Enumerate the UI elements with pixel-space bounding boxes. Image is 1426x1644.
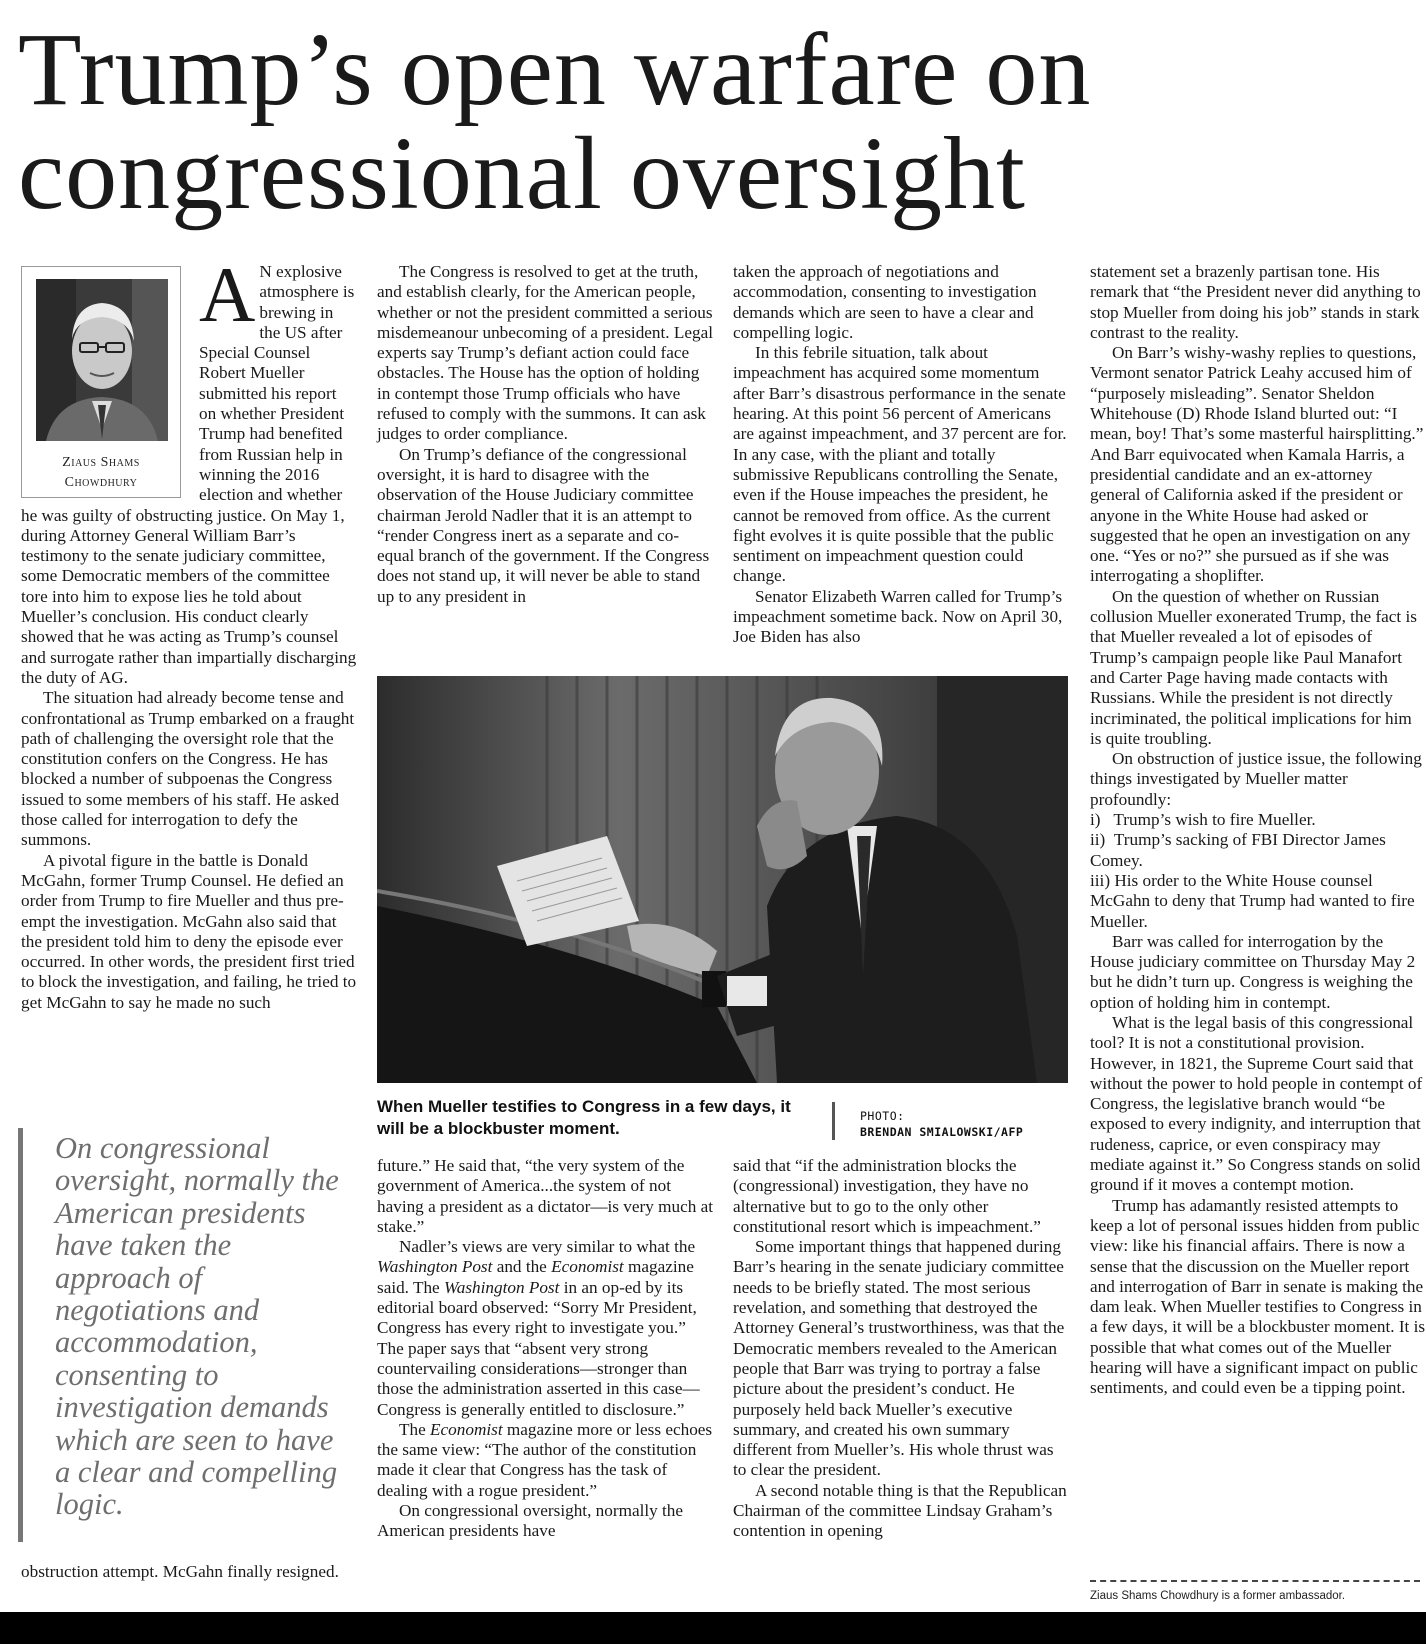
page-bottom-bar: [0, 1612, 1426, 1644]
article-paragraph: future.” He said that, “the very system of the government of America...the system of not having a president as a dictator—is very much at stake.”: [377, 1156, 714, 1236]
photo-credit-name: BRENDAN SMIALOWSKI/AFP: [860, 1125, 1024, 1139]
credit-divider: [832, 1102, 835, 1140]
article-paragraph: Some important things that happened during Barr’s hearing in the senate judiciary committee needs to be briefly stated. The most serious revelation, and something that destroyed the Attorney General’s trustworthiness, was that the Democratic members revealed to the American people that Barr was trying to portray a false picture about the president’s conduct. He purposely held back Mueller’s executive summary, and created his own summary different from Mueller’s. His whole thrust was to clear the president.: [733, 1237, 1065, 1480]
article-paragraph: Senator Elizabeth Warren called for Trump’s impeachment sometime back. Now on April 30, Joe Biden has also: [733, 586, 1063, 647]
article-paragraph: On Barr’s wishy-washy replies to questions, Vermont senator Patrick Leahy accused him of “purposely misleading”. Senator Sheldon Whitehouse (D) Rhode Island blurted out: “I mean, boy! That’s some masterful hairsplitting.” And Barr equivocated when Kamala Harris, a presidential candidate and an ex-attorney general of California asked if the president or anyone in the White House had asked or suggested that he open an investigation on any one. “Yes or no?” she pursued as if she was interrogating a shoplifter.: [1090, 343, 1424, 586]
list-item: iii) His order to the White House counsel McGahn to deny that Trump had wanted to fire Mueller.: [1090, 870, 1415, 931]
column-4: [1090, 262, 1426, 1399]
article-paragraph: statement set a brazenly partisan tone. His remark that “the President never did anything to stop Mueller from doing his job” stands in stark contrast to the reality.: [1090, 262, 1421, 342]
photo-caption: When Mueller testifies to Congress in a few days, it will be a blockbuster moment.: [377, 1097, 791, 1138]
headline: Trump’s open warfare on congressional oversight: [18, 12, 1092, 231]
article-paragraph: A N explosive atmosphere is brewing in the US after Special Counsel Robert Mueller submitted his report on whether President Trump had benefited from Russian help in winning the 2016 election and whether he was guilty of obstructing justice. On May 1, during Attorney General William Barr’s testimony to the senate judiciary committee, some Democratic members of the committee tore into him to expose lies he told about Mueller’s conclusion. His conduct clearly showed that he was acting as Trump’s counsel and surrogate rather than impartially discharging the duty of AG.: [21, 251, 357, 687]
mueller-photo-image: [377, 676, 1068, 1083]
article-paragraph: Trump has adamantly resisted attempts to keep a lot of personal issues hidden from public view: like his financial affairs. There is now a sense that the discussion on the Mueller report and interrogation of Barr in senate is making the dam leak. When Mueller testifies to Congress in a few days, it will be a blockbuster moment. It is possible that what comes out of the Mueller hearing will have a significant impact on public sentiments, and could even be a tipping point.: [1090, 1195, 1426, 1398]
author-name-line2: Chowdhury: [64, 475, 138, 490]
article-paragraph: A second notable thing is that the Republican Chairman of the committee Lindsay Graham’s contention in opening: [733, 1480, 1067, 1541]
article-paragraph: The Congress is resolved to get at the truth, and establish clearly, for the American people, whether or not the president committed a serious misdemeanour unbecoming of a president. Legal experts say Trump’s defiant action could face obstacles. The House has the option of holding in contempt those Trump officials who have refused to comply with the summons. It can ask judges to order compliance.: [377, 262, 714, 444]
article-paragraph: Nadler’s views are very similar to what the Washington Post and the Economist magazine said. The Washington Post in an op-ed by its editorial board observed: “Sorry Mr President, Congress has every right to investigate you.” The paper says that “absent very strong countervailing considerations—stronger than those the administration asserted in this case—Congress is generally entitled to disclosure.”: [377, 1237, 700, 1419]
article-paragraph: In this febrile situation, talk about impeachment has acquired some momentum after Barr’s disastrous performance in the senate hearing. At this point 56 percent of Americans are against impeachment, and 37 percent are for. In any case, with the pliant and totally submissive Republicans controlling the Senate, even if the House impeaches the president, he cannot be removed from office. As the current fight evolves it is quite possible that the public sentiment on impeachment question could change.: [733, 343, 1067, 586]
end-divider: [1090, 1580, 1420, 1582]
author-name-line1: Ziaus Shams: [62, 455, 140, 470]
photo-credit-label: PHOTO:: [860, 1109, 905, 1123]
column-1: [21, 251, 357, 1013]
author-bio: Ziaus Shams Chowdhury is a former ambassador.: [1090, 1590, 1346, 1602]
column-3-continued: [733, 1156, 1069, 1542]
article-paragraph: The situation had already become tense and confrontational as Trump embarked on a fraught path of challenging the oversight role that the constitution confers on the Congress. He has blocked a number of subpoenas the Congress issued to some members of his staff. He asked those called for interrogation to defy the summons.: [21, 688, 355, 850]
column-3: [733, 262, 1069, 648]
article-paragraph: On congressional oversight, normally the American presidents have: [377, 1501, 684, 1541]
article-paragraph: On obstruction of justice issue, the following things investigated by Mueller matter profoundly:: [1090, 749, 1422, 809]
article-photo: [377, 676, 1068, 1083]
drop-cap: A: [199, 251, 256, 338]
photo-credit: [860, 1108, 1023, 1140]
column-1-continued: [21, 1562, 357, 1582]
article-paragraph: obstruction attempt. McGahn finally resigned.: [21, 1562, 339, 1581]
article-paragraph: said that “if the administration blocks the (congressional) investigation, they have no alternative but to go to the only other constitutional resort which is impeachment.”: [733, 1156, 1041, 1236]
article-paragraph: On Trump’s defiance of the congressional oversight, it is hard to disagree with the observation of the House Judiciary committee chairman Jerold Nadler that it is an attempt to “render Congress inert as a separate and co-equal branch of the government. If the Congress does not stand up, it will never be able to stand up to any president in: [377, 444, 710, 606]
article-paragraph: A pivotal figure in the battle is Donald McGahn, former Trump Counsel. He defied an order from Trump to fire Mueller and thus pre-empt the investigation. McGahn also said that the president told him to deny the episode ever occurred. In other words, the president first tried to block the investigation, and failing, he tried to get McGahn to say he made no such: [21, 850, 357, 1012]
article-paragraph: taken the approach of negotiations and accommodation, consenting to investigation demands which are seen to have a clear and compelling logic.: [733, 262, 1037, 342]
article-paragraph: On the question of whether on Russian collusion Mueller exonerated Trump, the fact is that Mueller revealed a lot of episodes of Trump’s campaign people like Paul Manafort and Carter Page having made contacts with Russians. While the president is not directly incriminated, the political implications for him is quite troubling.: [1090, 586, 1417, 748]
article-paragraph: What is the legal basis of this congressional tool? It is not a constitutional provision. However, in 1821, the Supreme Court said that without the power to hold people in contempt of Congress, the legislative branch would “be exposed to every indignity, and interruption that rudeness, caprice, or even conspiracy may mediate against it.” So Congress stands on solid ground if it moves a contempt motion.: [1090, 1012, 1423, 1195]
list-item: ii) Trump’s sacking of FBI Director James Comey.: [1090, 830, 1386, 870]
pull-quote: On congressional oversight, normally the American presidents have taken the approach of negotiations and accommodation, consenting to investigation demands which are seen to have a clear and compelling logic.: [18, 1128, 348, 1542]
list-item: i) Trump’s wish to fire Mueller.: [1090, 810, 1316, 830]
column-2-continued: [377, 1156, 713, 1542]
article-paragraph: The Economist magazine more or less echoes the same view: “The author of the constitution made it clear that Congress has the task of dealing with a rogue president.”: [377, 1419, 713, 1500]
column-2: [377, 262, 713, 607]
article-paragraph: Barr was called for interrogation by the House judiciary committee on Thursday May 2 but he didn’t turn up. Congress is weighing the option of holding him in contempt.: [1090, 931, 1416, 1012]
